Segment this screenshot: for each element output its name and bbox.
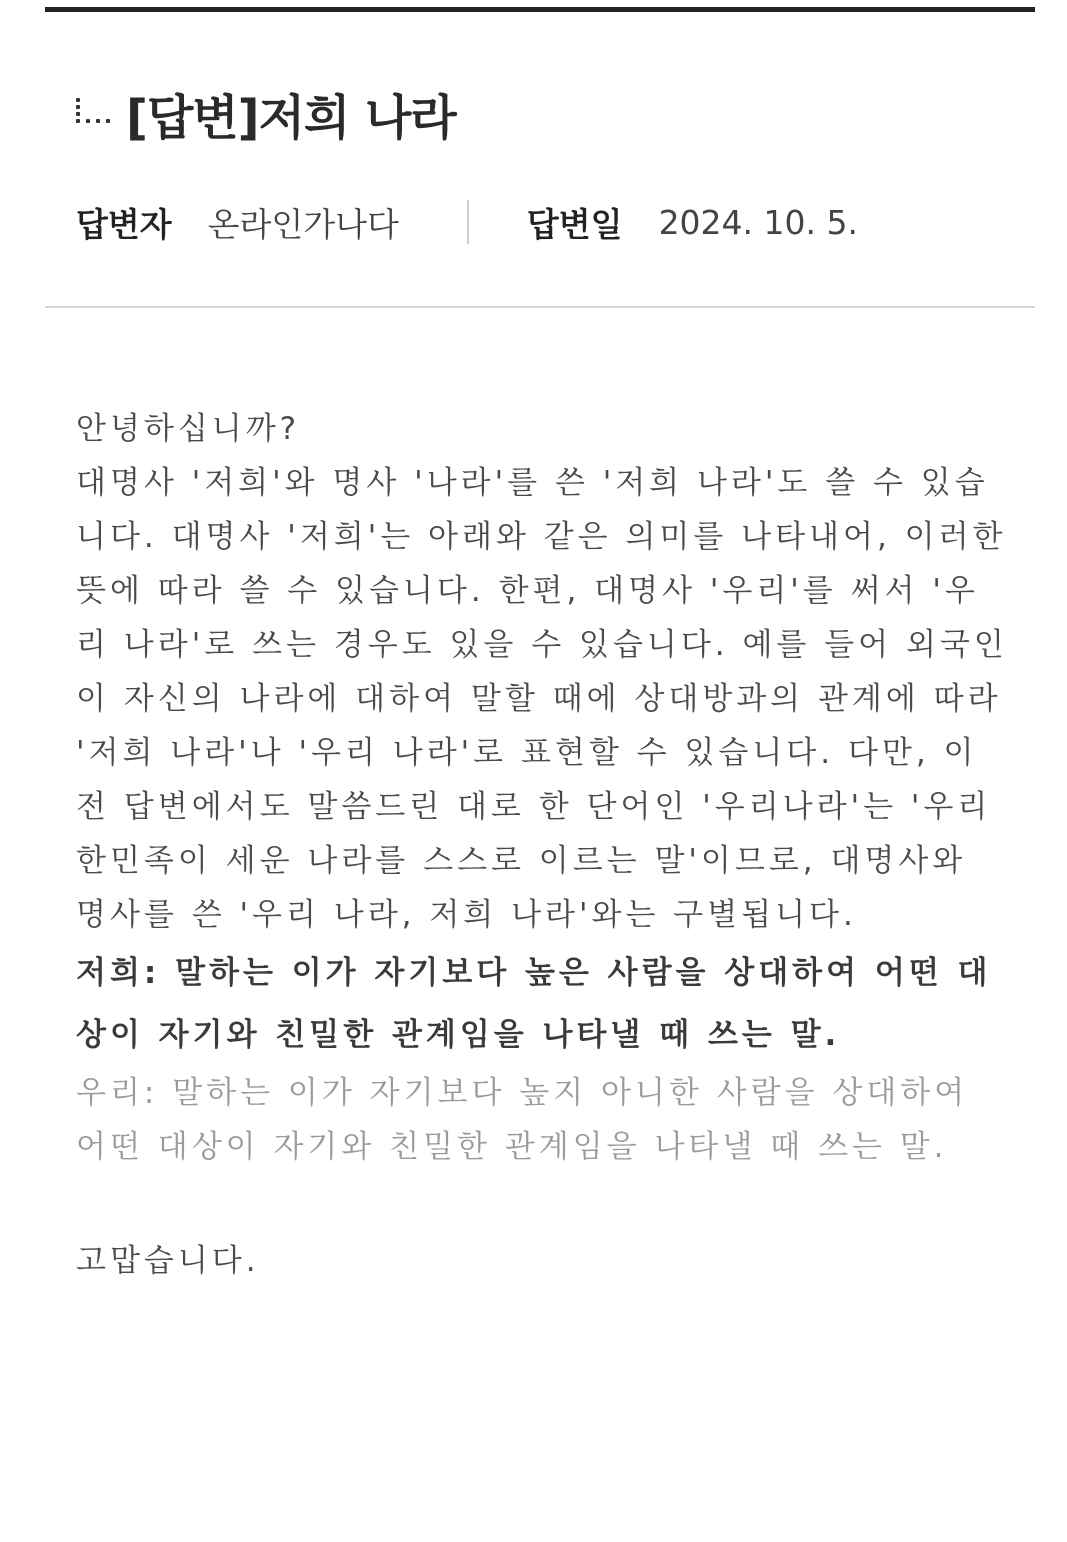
greeting-text: 안녕하십니까? xyxy=(76,411,301,447)
definition-uri: 우리: 말하는 이가 자기보다 높지 아니한 사람을 상대하여 어떤 대상이 자기와 친밀한 관계임을 나타낼 때 쓰는 말. xyxy=(76,1075,969,1165)
meta-separator xyxy=(45,306,1035,308)
dotted-list-icon xyxy=(76,98,112,128)
meta-divider xyxy=(467,200,469,244)
answerer-value: 온라인가나다 xyxy=(207,204,399,244)
answer-body-text: 대명사 '저희'와 명사 '나라'를 쓴 '저희 나라'도 쓸 수 있습니다. 대명사 '저희'는 아래와 같은 의미를 나타내어, 이러한 뜻에 따라 쓸 수 있습니다. 한편, 대명사 '우리'를 써서 '우리 나라'로 쓰는 경우도 있을 수 있습니다. 예를 들어 외국인이 자신의 나라에 대하여 말할 때에 상대방과의 관계에 따라 '저희 나라'나 '우리 나라'로 표현할 수 있습니다. 다만, 이전 답변에서도 말씀드린 대로 한 단어인 '우리나라'는 '우리 한민족이 세운 나라를 스스로 이르는 말'이므로, 대명사와 명사를 쓴 '우리 나라, 저희 나라'와는 구별됩니다. xyxy=(76,465,1008,933)
answerer-label: 답변자 xyxy=(76,204,172,244)
answer-meta xyxy=(76,194,858,250)
answer-date-value: 2024. 10. 5. xyxy=(658,202,858,242)
page-title: [답변]저희 나라 xyxy=(126,89,456,146)
definition-jeohui: 저희: 말하는 이가 자기보다 높은 사람을 상대하여 어떤 대상이 자기와 친밀한 관계임을 나타낼 때 쓰는 말. xyxy=(76,955,992,1053)
closing-text: 고맙습니다. xyxy=(76,1243,260,1279)
answer-content xyxy=(76,402,1011,1288)
top-rule xyxy=(45,7,1035,12)
answer-page xyxy=(45,0,1035,1542)
answer-date-label: 답변일 xyxy=(526,204,623,244)
title-row xyxy=(76,78,456,148)
